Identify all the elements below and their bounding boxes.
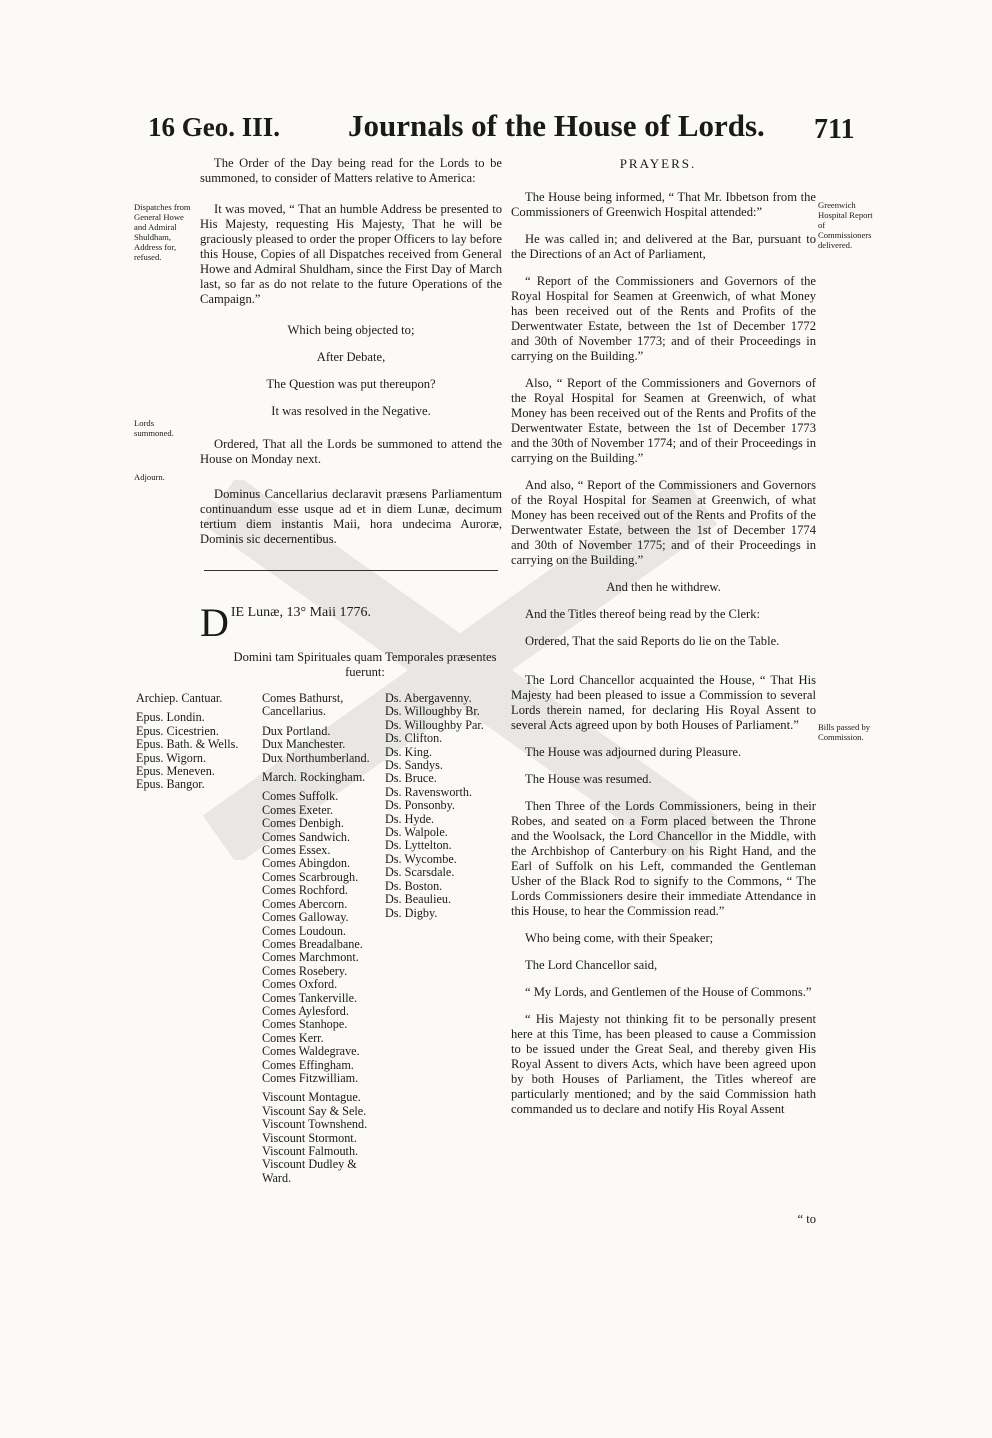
present-heading: Domini tam Spirituales quam Temporales præsentes fuerunt: bbox=[233, 650, 497, 679]
section-rule bbox=[204, 570, 498, 571]
lord-entry: March. Rockingham. bbox=[262, 770, 366, 785]
lord-entry: Comes Abingdon. bbox=[262, 856, 351, 871]
lord-entry: Epus. Cicestrien. bbox=[136, 723, 219, 738]
lord-entry: Ds. Beaulieu. bbox=[385, 892, 452, 907]
running-head-title: Journals of the House of Lords. bbox=[348, 108, 765, 143]
lord-entry: Comes Galloway. bbox=[262, 910, 349, 925]
resumed-line: The House was resumed. bbox=[525, 772, 652, 786]
question-line: The Question was put thereupon? bbox=[266, 377, 436, 391]
lord-entry: Comes Effingham. bbox=[262, 1057, 354, 1072]
lord-entry: Viscount Falmouth. bbox=[262, 1144, 359, 1158]
address-line: “ My Lords, and Gentlemen of the House of Commons.” bbox=[525, 985, 812, 999]
margin-note-dispatches: Dispatches from General Howe and Admiral Shuldham, Address for, refused. bbox=[134, 202, 191, 262]
reports-lie-paragraph: Ordered, That the said Reports do lie on the Table. bbox=[525, 634, 780, 648]
called-in-paragraph: He was called in; and delivered at the Bar, pursuant to the Directions of an Act of Parliament, bbox=[511, 232, 816, 261]
margin-note-adjourn: Adjourn. bbox=[134, 472, 165, 482]
lord-entry: Ds. Wycombe. bbox=[385, 851, 457, 866]
lord-entry: Comes Sandwich. bbox=[262, 829, 351, 844]
lord-entry: Ds. Boston. bbox=[385, 878, 443, 893]
lord-entry: Viscount Dudley & Ward. bbox=[262, 1157, 357, 1185]
lord-entry: Epus. Meneven. bbox=[136, 764, 215, 779]
withdrew-line: And then he withdrew. bbox=[606, 580, 721, 594]
ordered-summon-paragraph: Ordered, That all the Lords be summoned to attend the House on Monday next. bbox=[200, 437, 502, 466]
prayers-heading: PRAYERS. bbox=[619, 156, 697, 171]
lord-entry: Comes Oxford. bbox=[262, 977, 338, 992]
lord-entry: Comes Essex. bbox=[262, 843, 331, 858]
lord-entry: Comes Marchmont. bbox=[262, 950, 359, 965]
lord-entry: Dux Northumberland. bbox=[262, 750, 370, 765]
chancellor-acquainted-paragraph: The Lord Chancellor acquainted the House, “ That His Majesty had been pleased to issue a Commission to several Lords therein named, for declaring His Royal Assent to several Acts agreed upon by both Houses of Parliament.” bbox=[511, 673, 816, 732]
lord-entry: Comes Rochford. bbox=[262, 883, 348, 898]
motion-paragraph: It was moved, “ That an humble Address be presented to His Majesty, requesting His Majesty, That he will be graciously pleased to order the proper Officers to lay before this House, Copies of all Dispatches received from General Howe and Admiral Shuldham, since the First Day of March last, so far as do not relate to the future Operations of the Campaign.” bbox=[200, 202, 502, 306]
lord-entry: Ds. Willoughby Par. bbox=[385, 717, 484, 732]
titles-read-line: And the Titles thereof being read by the Clerk: bbox=[525, 607, 761, 621]
lord-entry: Ds. Clifton. bbox=[385, 731, 443, 746]
lord-entry: Comes Waldegrave. bbox=[262, 1044, 360, 1059]
lords-barons-list bbox=[385, 692, 505, 920]
lord-entry: Viscount Say & Sele. bbox=[262, 1103, 367, 1118]
lords-temporal-list bbox=[262, 692, 382, 1185]
date-heading bbox=[200, 600, 510, 645]
lord-entry: Archiep. Cantuar. bbox=[136, 691, 223, 705]
lord-entry: Comes Tankerville. bbox=[262, 990, 358, 1005]
lord-entry: Epus. Wigorn. bbox=[136, 750, 207, 765]
catchword: “ to bbox=[797, 1212, 816, 1226]
lord-entry: Comes Kerr. bbox=[262, 1030, 324, 1045]
lord-entry: Comes Breadalbane. bbox=[262, 936, 363, 951]
lord-entry: Ds. Digby. bbox=[385, 905, 438, 920]
lord-entry: Comes Abercorn. bbox=[262, 896, 348, 911]
adjournment-latin-paragraph: Dominus Cancellarius declaravit præsens Parliamentum continuandum esse usque ad et in diem Lunæ, decimum tertium diem instantis Maii, hora undecima Auroræ, Dominis sic decernentibus. bbox=[200, 487, 502, 546]
lord-entry: Comes Denbigh. bbox=[262, 816, 344, 831]
lord-entry: Ds. Bruce. bbox=[385, 771, 437, 786]
chancellor-said-line: The Lord Chancellor said, bbox=[525, 958, 658, 972]
after-debate-line: After Debate, bbox=[316, 350, 386, 364]
lord-entry: Ds. Ponsonby. bbox=[385, 798, 455, 813]
margin-note-lords-summoned: Lords summoned. bbox=[134, 418, 174, 438]
lord-entry: Comes Exeter. bbox=[262, 802, 334, 817]
lord-entry: Comes Rosebery. bbox=[262, 963, 348, 978]
lord-entry: Ds. Sandys. bbox=[385, 758, 443, 773]
lord-entry: Ds. Scarsdale. bbox=[385, 865, 455, 880]
lord-entry: Epus. Bath. & Wells. bbox=[136, 737, 239, 752]
lord-entry: Comes Scarbrough. bbox=[262, 869, 359, 884]
lord-entry: Viscount Townshend. bbox=[262, 1117, 368, 1132]
lord-entry: Viscount Stormont. bbox=[262, 1130, 357, 1145]
date-text: IE Lunæ, 13° Maii 1776. bbox=[230, 605, 372, 620]
lord-entry: Viscount Montague. bbox=[262, 1090, 361, 1105]
royal-assent-paragraph: “ His Majesty not thinking fit to be personally present here at this Time, has been pleased to cause a Commission to be issued under the Great Seal, and thereby given His Royal Assent to divers Acts, which have been agreed upon by both Houses of Parliament, the Titles whereof are particularly mentioned; and by the said Commission hath commanded us to declare and notify His Royal Assent bbox=[511, 1012, 816, 1116]
report-1774-paragraph: And also, “ Report of the Commissioners and Governors of the Royal Hospital for Seamen at Greenwich, of what Money has been received out of the Rents and Profits of the Derwentwater Estate, between the 1st of December 1774 and 30th of November 1775; and of their Proceedings in carrying on the Building.” bbox=[511, 478, 816, 567]
speaker-line: Who being come, with their Speaker; bbox=[525, 931, 714, 945]
lord-entry: Dux Portland. bbox=[262, 723, 331, 738]
lord-entry: Epus. Bangor. bbox=[136, 777, 205, 792]
lord-entry: Comes Fitzwilliam. bbox=[262, 1070, 359, 1085]
lord-entry: Comes Bathurst, Cancellarius. bbox=[262, 691, 344, 719]
margin-note-greenwich: Greenwich Hospital Report of Commissioners delivered. bbox=[818, 200, 873, 250]
report-1773-paragraph: Also, “ Report of the Commissioners and Governors of the Royal Hospital for Seamen at Greenwich, of what Money has been received out of the Rents and Profits of the Derwentwater Estate, between the 1st of December 1773 and the 30th of November 1774; and of their Proceedings in carrying on the Building.” bbox=[511, 376, 816, 465]
objected-line: Which being objected to; bbox=[287, 323, 415, 337]
right-column bbox=[511, 190, 816, 1129]
lord-entry: Ds. Ravensworth. bbox=[385, 784, 472, 799]
lord-entry: Ds. Walpole. bbox=[385, 825, 448, 840]
commissioners-paragraph: Then Three of the Lords Commissioners, being in their Robes, and seated on a Form placed between the Throne and the Woolsack, the Lord Chancellor in the Middle, with the Archbishop of Canterbury on his Right Hand, and the Earl of Suffolk on his Left, commanded the Gentleman Usher of the Black Rod to signify to the Commons, “ The Lords Commissioners desire their immediate Attendance in this House, to hear the Commission read.” bbox=[511, 799, 816, 918]
lord-entry: Epus. Londin. bbox=[136, 710, 205, 725]
order-of-day-paragraph: The Order of the Day being read for the Lords to be summoned, to consider of Matters relative to America: bbox=[200, 156, 502, 185]
lord-entry: Ds. Lyttelton. bbox=[385, 838, 452, 853]
lord-entry: Comes Stanhope. bbox=[262, 1017, 348, 1032]
lord-entry: Comes Suffolk. bbox=[262, 789, 339, 804]
resolved-line: It was resolved in the Negative. bbox=[271, 404, 431, 418]
report-1772-paragraph: “ Report of the Commissioners and Governors of the Royal Hospital for Seamen at Greenwich, of what Money has been received out of the Rents and Profits of the Derwentwater Estate, between the 1st of December 1772 and 30th of November 1773; and of their Proceedings in carrying on the Building.” bbox=[511, 274, 816, 363]
house-informed-paragraph: The House being informed, “ That Mr. Ibbetson from the Commissioners of Greenwich Hospital attended:” bbox=[511, 190, 816, 219]
lord-entry: Comes Loudoun. bbox=[262, 923, 346, 938]
lords-spiritual-list bbox=[136, 692, 258, 792]
lord-entry: Ds. Hyde. bbox=[385, 811, 435, 826]
left-column bbox=[200, 156, 502, 559]
lord-entry: Comes Aylesford. bbox=[262, 1003, 349, 1018]
date-dropcap: D bbox=[200, 600, 229, 645]
adjourned-line: The House was adjourned during Pleasure. bbox=[525, 745, 742, 759]
margin-note-bills-passed: Bills passed by Commission. bbox=[818, 722, 871, 742]
running-head-regnal-year: 16 Geo. III. bbox=[148, 112, 281, 142]
lord-entry: Ds. Willoughby Br. bbox=[385, 704, 480, 719]
lord-entry: Ds. King. bbox=[385, 744, 433, 759]
lord-entry: Dux Manchester. bbox=[262, 737, 346, 752]
lord-entry: Ds. Abergavenny. bbox=[385, 691, 472, 705]
page-number: 711 bbox=[814, 114, 855, 145]
